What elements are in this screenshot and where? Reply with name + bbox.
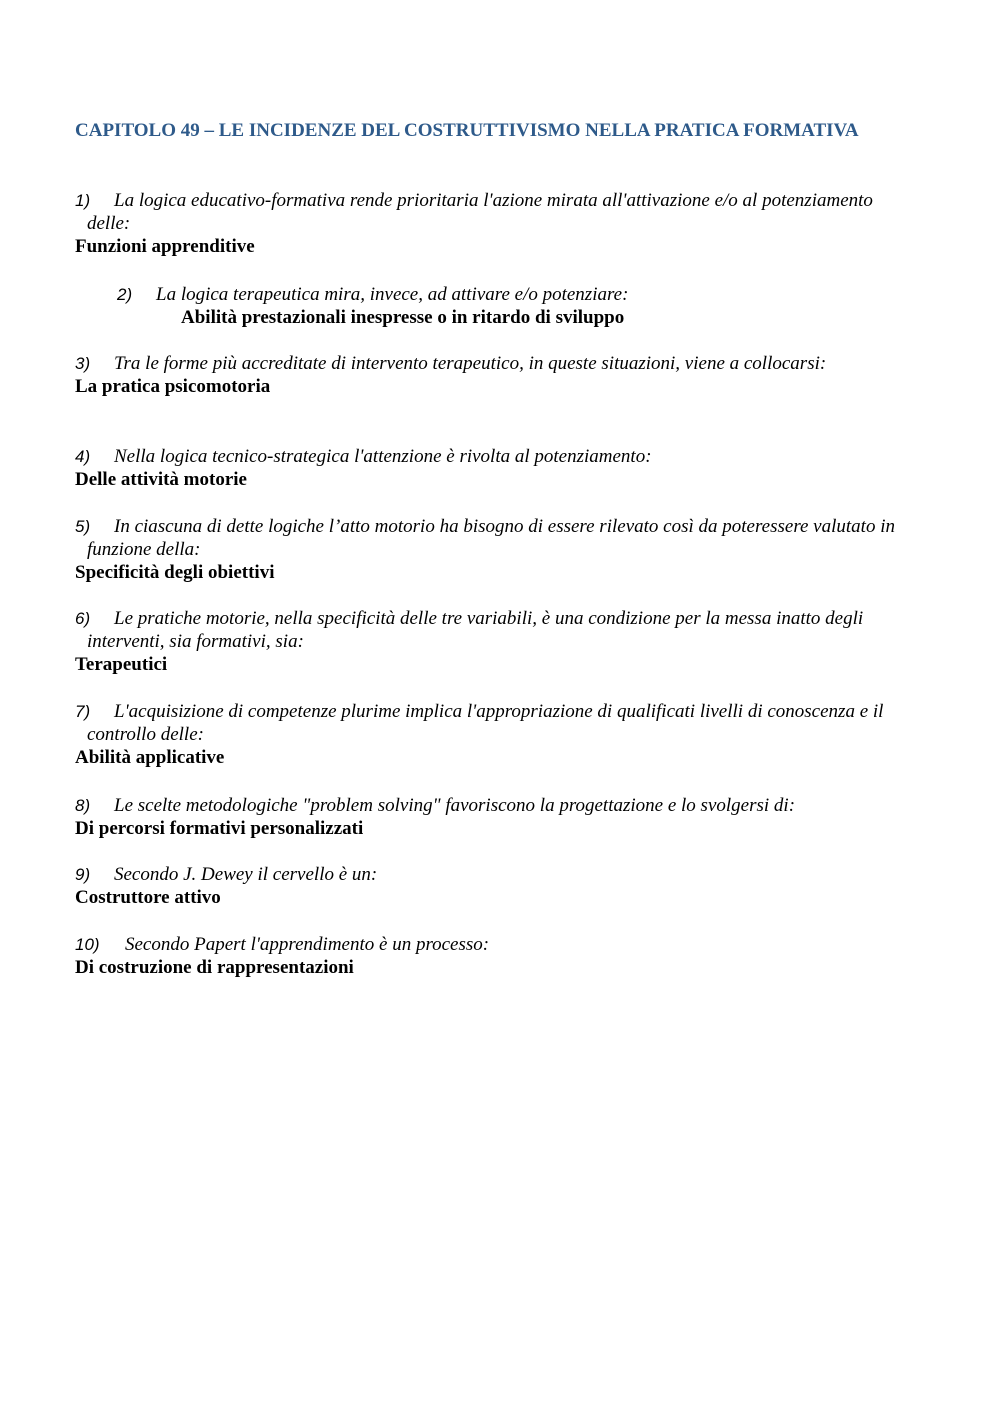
answer: Funzioni apprenditive bbox=[75, 236, 255, 257]
question-text: Nella logica tecnico-strategica l'attenzione è rivolta al potenziamento: bbox=[114, 446, 652, 467]
chapter-heading: CAPITOLO 49 – LE INCIDENZE DEL COSTRUTTIVISMO NELLA PRATICA FORMATIVA bbox=[75, 120, 859, 141]
question-number: 7) bbox=[75, 702, 91, 721]
question bbox=[75, 445, 895, 468]
qa-item-7 bbox=[75, 700, 895, 769]
question-number: 1) bbox=[75, 191, 91, 210]
question bbox=[75, 189, 895, 235]
question-number: 5) bbox=[75, 517, 91, 536]
question bbox=[75, 933, 895, 956]
qa-item-6 bbox=[75, 607, 895, 676]
question-text: Le scelte metodologiche "problem solving" favoriscono la progettazione e lo svolgersi di: bbox=[114, 795, 796, 816]
answer: Terapeutici bbox=[75, 654, 168, 675]
qa-item-9 bbox=[75, 863, 895, 909]
question bbox=[75, 794, 895, 817]
question bbox=[75, 515, 895, 561]
question-number: 4) bbox=[75, 447, 91, 466]
question-number: 3) bbox=[75, 354, 91, 373]
qa-item-8 bbox=[75, 794, 895, 840]
answer: Delle attività motorie bbox=[75, 469, 247, 490]
qa-item-5 bbox=[75, 515, 895, 584]
question-number: 2) bbox=[117, 285, 133, 304]
question bbox=[75, 607, 895, 653]
qa-item-4 bbox=[75, 445, 895, 491]
question bbox=[75, 863, 895, 886]
answer: Di costruzione di rappresentazioni bbox=[75, 957, 354, 978]
question-number: 6) bbox=[75, 609, 91, 628]
answer: La pratica psicomotoria bbox=[75, 376, 271, 397]
question-text: L'acquisizione di competenze plurime implica l'appropriazione di qualificati livelli di conoscenza e il controllo delle: bbox=[87, 701, 884, 745]
question bbox=[75, 352, 895, 375]
question-number: 8) bbox=[75, 796, 91, 815]
qa-item-2 bbox=[75, 283, 895, 329]
question-number: 9) bbox=[75, 865, 91, 884]
qa-item-3 bbox=[75, 352, 895, 398]
question-text: La logica educativo-formativa rende prioritaria l'azione mirata all'attivazione e/o al potenziamento delle: bbox=[87, 190, 873, 234]
question-text: La logica terapeutica mira, invece, ad attivare e/o potenziare: bbox=[156, 284, 629, 305]
answer: Abilità applicative bbox=[75, 747, 225, 768]
qa-item-1 bbox=[75, 189, 895, 258]
question-text: Tra le forme più accreditate di intervento terapeutico, in queste situazioni, viene a collocarsi: bbox=[114, 353, 827, 374]
question bbox=[117, 283, 895, 306]
question-text: Secondo Papert l'apprendimento è un processo: bbox=[125, 934, 490, 955]
question-text: Le pratiche motorie, nella specificità delle tre variabili, è una condizione per la messa inatto degli interventi, sia formativi, sia: bbox=[87, 608, 864, 652]
question bbox=[75, 700, 895, 746]
answer: Costruttore attivo bbox=[75, 887, 221, 908]
question-number: 10) bbox=[75, 935, 100, 954]
answer: Di percorsi formativi personalizzati bbox=[75, 818, 364, 839]
question-text: In ciascuna di dette logiche l’atto motorio ha bisogno di essere rilevato così da poteressere valutato in funzione della: bbox=[87, 516, 895, 560]
qa-item-10 bbox=[75, 933, 895, 979]
answer: Abilità prestazionali inespresse o in ritardo di sviluppo bbox=[181, 307, 625, 328]
answer: Specificità degli obiettivi bbox=[75, 562, 275, 583]
question-text: Secondo J. Dewey il cervello è un: bbox=[114, 864, 378, 885]
